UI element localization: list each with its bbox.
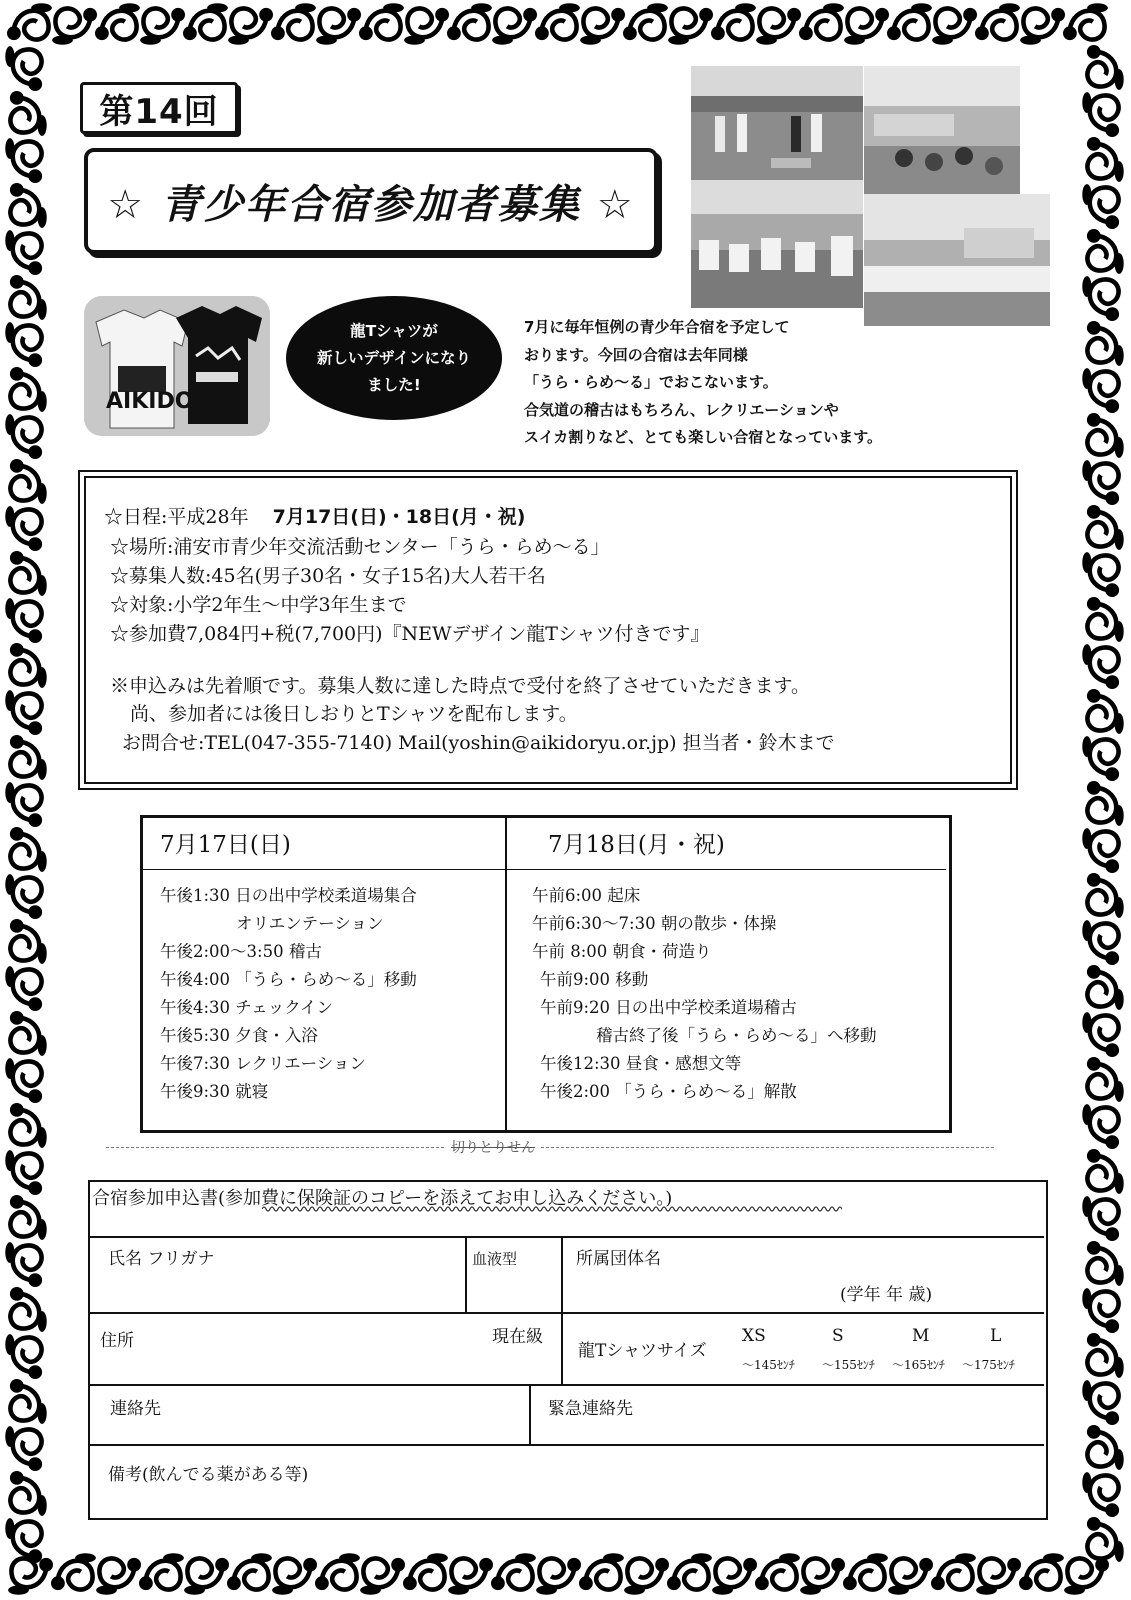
swirl-ornament [536, 1558, 581, 1595]
border-top-swirls [7, 3, 1108, 44]
swirl-ornament [10, 1011, 47, 1056]
swirl-ornament [888, 1558, 933, 1595]
swirl-ornament [10, 827, 47, 872]
swirl-ornament [96, 1558, 141, 1595]
swirl-ornament [5, 138, 42, 183]
form-field-shirt-size: 龍Tシャツサイズ [578, 1341, 707, 1361]
swirl-ornament [1087, 1425, 1124, 1470]
bubble-line: ました! [367, 375, 421, 394]
schedule-day1-item: 午後4:30 チェックイン [160, 998, 333, 1017]
form-field-blood-type[interactable]: 血液型 [472, 1250, 518, 1268]
swirl-ornament [1082, 1288, 1119, 1333]
swirl-ornament [668, 8, 713, 45]
swirl-ornament [360, 1558, 405, 1595]
intro-line: 7月に毎年恒例の青少年合宿を予定して [524, 318, 790, 336]
swirl-ornament [5, 1518, 42, 1563]
swirl-ornament [10, 1471, 47, 1516]
swirl-ornament [5, 414, 42, 459]
schedule-header-rule [140, 869, 946, 870]
swirl-ornament [403, 1553, 448, 1590]
intro-text [524, 314, 964, 452]
swirl-ornament [316, 8, 361, 45]
size-option-m[interactable]: M [912, 1326, 930, 1346]
swirl-ornament [1087, 321, 1124, 366]
schedule-day2-item: 午前9:00 移動 [540, 970, 649, 989]
swirl-ornament [975, 3, 1020, 40]
swirl-ornament [10, 459, 47, 504]
swirl-ornament [579, 1553, 624, 1590]
intro-line: 合気道の稽古はもちろん、レクリエーションや [524, 400, 839, 419]
swirl-ornament [667, 1553, 712, 1590]
swirl-ornament [756, 8, 801, 45]
swirl-ornament [315, 1553, 360, 1590]
intro-line: おります。今回の合宿は去年同様 [524, 345, 748, 364]
swirl-ornament [7, 3, 52, 40]
swirl-ornament [271, 3, 316, 40]
issue-badge: 第14回 [80, 82, 238, 134]
form-title: 合宿参加申込書(参加費に保険証のコピーを添えてお申し込みください。) [92, 1188, 673, 1209]
form-rule [88, 1312, 1044, 1314]
info-schedule [104, 502, 525, 529]
photo-dojo-bowing [691, 180, 863, 308]
form-field-emergency-contact[interactable]: 緊急連絡先 [548, 1399, 633, 1419]
swirl-ornament [1082, 276, 1119, 321]
swirl-ornament [623, 3, 668, 40]
swirl-ornament [1082, 368, 1119, 413]
photo-outdoor-training [691, 66, 863, 180]
swirl-ornament [1082, 920, 1119, 965]
swirl-ornament [800, 1558, 845, 1595]
schedule-day2-item: 午後2:00 「うら・らめ〜る」解散 [540, 1082, 797, 1101]
swirl-ornament [535, 3, 580, 40]
schedule-day2-item: 午前6:30〜7:30 朝の散歩・体操 [532, 914, 777, 933]
swirl-ornament [1020, 8, 1065, 45]
swirl-ornament [712, 1558, 757, 1595]
swirl-ornament [711, 3, 756, 40]
swirl-ornament [5, 322, 42, 367]
swirl-ornament [5, 1150, 42, 1195]
swirl-ornament [1087, 965, 1124, 1010]
swirl-ornament [447, 3, 492, 40]
swirl-ornament [1087, 1149, 1124, 1194]
swirl-ornament [1082, 552, 1119, 597]
swirl-ornament [10, 183, 47, 228]
form-field-name[interactable]: 氏名 フリガナ [108, 1249, 215, 1269]
swirl-ornament [5, 1426, 42, 1471]
swirl-ornament [1087, 781, 1124, 826]
intro-line: スイカ割りなど、とても楽しい合宿となっています。 [524, 428, 883, 446]
swirl-ornament [1082, 1472, 1119, 1517]
swirl-ornament [10, 643, 47, 688]
form-rule [561, 1236, 563, 1384]
form-field-group[interactable]: 所属団体名 [576, 1249, 661, 1269]
size-option-xs[interactable]: XS [742, 1326, 766, 1346]
swirl-ornament [10, 91, 47, 136]
swirl-ornament [184, 1558, 229, 1595]
swirl-ornament [10, 275, 47, 320]
swirl-ornament [1082, 736, 1119, 781]
size-note-xs: 〜145ｾﾝﾁ [742, 1358, 795, 1372]
schedule-day1-item: オリエンテーション [236, 914, 384, 933]
swirl-ornament [1082, 460, 1119, 505]
swirl-ornament [5, 782, 42, 827]
swirl-ornament [5, 1242, 42, 1287]
swirl-ornament [95, 3, 140, 40]
swirl-ornament [1087, 689, 1124, 734]
border-right-swirls [1082, 45, 1123, 1562]
swirl-ornament [1063, 3, 1108, 40]
swirl-ornament [1087, 137, 1124, 182]
swirl-ornament [5, 1334, 42, 1379]
swirl-ornament [843, 1553, 888, 1590]
size-option-l[interactable]: L [990, 1326, 1002, 1346]
photo-dojo-seated [864, 66, 1020, 194]
size-note-s: 〜155ｾﾝﾁ [822, 1358, 875, 1372]
swirl-ornament [404, 8, 449, 45]
swirl-ornament [183, 3, 228, 40]
photo-dojo-group [864, 194, 1050, 326]
form-rule [88, 1236, 1044, 1238]
cut-line-label: 切りとりせん [445, 1137, 541, 1157]
schedule-divider [505, 815, 507, 1130]
swirl-ornament [1082, 184, 1119, 229]
form-title-wavy-underline [262, 1205, 842, 1213]
swirl-ornament [1087, 1333, 1124, 1378]
border-left-swirls [5, 46, 46, 1563]
form-rule [88, 1384, 1044, 1386]
swirl-ornament [976, 1558, 1021, 1595]
form-rule [529, 1384, 531, 1444]
swirl-ornament [1087, 413, 1124, 458]
bubble-line: 新しいデザインになり [317, 348, 471, 367]
swirl-ornament [10, 551, 47, 596]
swirl-ornament [931, 1553, 976, 1590]
form-field-rank[interactable]: 現在級 [492, 1327, 543, 1347]
border-bottom-swirls [8, 1553, 1109, 1594]
swirl-ornament [51, 1553, 96, 1590]
intro-line: 「うら・らめ〜る」でおこないます。 [524, 373, 778, 391]
info-fee: ☆参加費7,084円+税(7,700円)『NEWデザイン龍Tシャツ付きです』 [110, 623, 710, 645]
swirl-ornament [10, 1287, 47, 1332]
info-note-first-come: ※申込みは先着順です。募集人数に達した時点で受付を終了させていただきます。 [110, 675, 810, 697]
swirl-ornament [1064, 1558, 1109, 1595]
schedule-day1-item: 午後9:30 就寝 [160, 1082, 269, 1101]
swirl-ornament [10, 1103, 47, 1148]
form-field-grade-age[interactable]: (学年 年 歳) [840, 1285, 933, 1305]
schedule-day2-item: 稽古終了後「うら・らめ〜る」へ移動 [596, 1026, 877, 1045]
new-design-bubble [286, 296, 502, 420]
schedule-day1-item: 午後7:30 レクリエーション [160, 1054, 366, 1073]
swirl-ornament [1019, 1553, 1064, 1590]
swirl-ornament [1082, 1196, 1119, 1241]
swirl-ornament [5, 598, 42, 643]
swirl-ornament [1087, 1517, 1124, 1562]
cut-line [106, 1147, 994, 1148]
swirl-ornament [5, 966, 42, 1011]
swirl-ornament [799, 3, 844, 40]
swirl-ornament [5, 1058, 42, 1103]
swirl-ornament [359, 3, 404, 40]
swirl-ornament [1087, 597, 1124, 642]
schedule-day1-item: 午後5:30 夕食・入浴 [160, 1026, 318, 1045]
schedule-day1-heading: 7月17日(日) [160, 832, 291, 858]
bubble-line: 龍Tシャツが [350, 321, 438, 340]
swirl-ornament [10, 367, 47, 412]
swirl-ornament [1082, 644, 1119, 689]
swirl-ornament [755, 1553, 800, 1590]
schedule-day2-item: 午後12:30 昼食・感想文等 [540, 1054, 742, 1073]
swirl-ornament [10, 919, 47, 964]
schedule-day2-item: 午前6:00 起床 [532, 886, 641, 905]
form-field-remarks[interactable]: 備考(飲んでる薬がある等) [108, 1465, 309, 1485]
info-capacity: ☆募集人数:45名(男子30名・女子15名)大人若干名 [110, 565, 546, 587]
swirl-ornament [10, 1379, 47, 1424]
swirl-ornament [8, 1558, 53, 1595]
swirl-ornament [10, 735, 47, 780]
swirl-ornament [491, 1553, 536, 1590]
swirl-ornament [448, 1558, 493, 1595]
swirl-ornament [5, 46, 42, 91]
swirl-ornament [1087, 229, 1124, 274]
form-rule [465, 1236, 467, 1312]
swirl-ornament [5, 506, 42, 551]
schedule-day1-item: 午後2:00〜3:50 稽古 [160, 942, 322, 961]
swirl-ornament [624, 1558, 669, 1595]
swirl-ornament [139, 1553, 184, 1590]
swirl-ornament [140, 8, 185, 45]
info-schedule-dates: 7月17日(日)・18日(月・祝) [272, 506, 526, 528]
swirl-ornament [887, 3, 932, 40]
swirl-ornament [228, 8, 273, 45]
schedule-day1-item: 午後1:30 日の出中学校柔道場集合 [160, 886, 417, 905]
swirl-ornament [10, 1195, 47, 1240]
swirl-ornament [227, 1553, 272, 1590]
size-note-l: 〜175ｾﾝﾁ [962, 1358, 1015, 1372]
swirl-ornament [492, 8, 537, 45]
info-note-distribution: 尚、参加者には後日しおりとTシャツを配布します。 [130, 703, 578, 725]
swirl-ornament [5, 690, 42, 735]
info-contact: お問合せ:TEL(047-355-7140) Mail(yoshin@aikidoryu.or.jp) 担当者・鈴木まで [122, 732, 835, 754]
form-field-address[interactable]: 住所 [100, 1331, 134, 1351]
swirl-ornament [1087, 1057, 1124, 1102]
swirl-ornament [932, 8, 977, 45]
form-rule [88, 1444, 1044, 1446]
schedule-day2-item: 午前9:20 日の出中学校柔道場稽古 [540, 998, 797, 1017]
page-title: ☆ 青少年合宿参加者募集 ☆ [84, 148, 658, 254]
swirl-ornament [1087, 505, 1124, 550]
swirl-ornament [1082, 1104, 1119, 1149]
size-note-m: 〜165ｾﾝﾁ [892, 1358, 945, 1372]
swirl-ornament [272, 1558, 317, 1595]
form-field-contact[interactable]: 連絡先 [110, 1399, 161, 1419]
swirl-ornament [1087, 45, 1124, 90]
swirl-ornament [5, 230, 42, 275]
swirl-ornament [844, 8, 889, 45]
tshirt-photo [84, 296, 270, 436]
size-option-s[interactable]: S [832, 1326, 844, 1346]
swirl-ornament [5, 874, 42, 919]
schedule-day1-item: 午後4:00 「うら・らめ〜る」移動 [160, 970, 417, 989]
schedule-day2-heading: 7月18日(月・祝) [548, 832, 725, 858]
info-target: ☆対象:小学2年生〜中学3年生まで [110, 594, 407, 616]
swirl-ornament [1082, 92, 1119, 137]
tshirt-print-text: AIKIDO [106, 389, 194, 414]
swirl-ornament [1082, 1012, 1119, 1057]
info-place: ☆場所:浦安市青少年交流活動センター「うら・らめ〜る」 [110, 536, 610, 558]
swirl-ornament [52, 8, 97, 45]
swirl-ornament [1082, 828, 1119, 873]
schedule-day2-item: 午前 8:00 朝食・荷造り [532, 942, 712, 961]
swirl-ornament [1087, 1241, 1124, 1286]
info-schedule-label: ☆日程:平成28年 [104, 506, 249, 528]
swirl-ornament [580, 8, 625, 45]
swirl-ornament [1082, 1380, 1119, 1425]
swirl-ornament [1087, 873, 1124, 918]
